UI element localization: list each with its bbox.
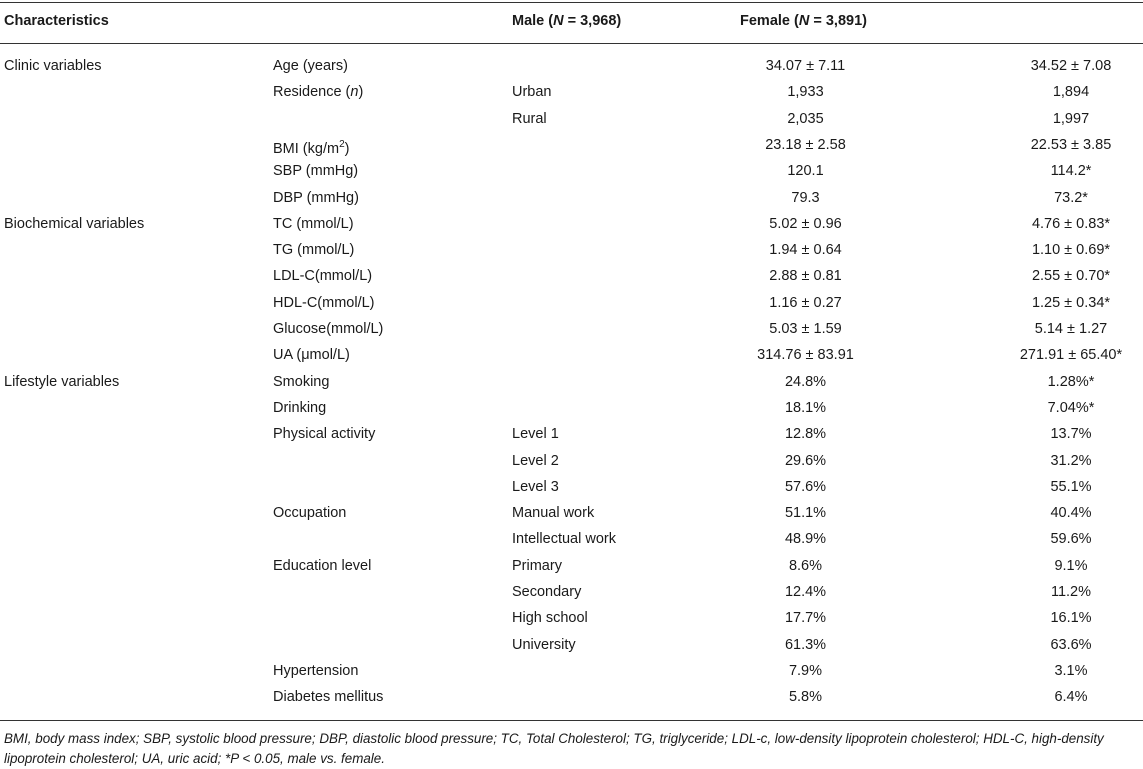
female-value: 271.91 ± 65.40* [1019, 347, 1123, 364]
table-row [0, 500, 1143, 526]
female-value: 73.2* [1054, 189, 1088, 206]
table-row [0, 684, 1143, 710]
variable-label: SBP (mmHg) [273, 163, 359, 180]
subgroup-label: Manual work [512, 505, 595, 522]
table-row [0, 369, 1143, 395]
male-value: 12.8% [784, 426, 827, 443]
male-value: 5.8% [788, 689, 823, 706]
male-value: 23.18 ± 2.58 [765, 136, 846, 153]
male-value: 18.1% [784, 399, 827, 416]
female-value: 55.1% [1050, 478, 1092, 495]
variable-label: UA (μmol/L) [273, 347, 350, 364]
female-value: 4.76 ± 0.83* [1031, 215, 1111, 232]
female-value: 7.04%* [1047, 399, 1095, 416]
variable-label: Drinking [273, 399, 327, 416]
female-value: 22.53 ± 3.85 [1030, 136, 1112, 153]
subgroup-label: University [512, 636, 576, 653]
variable-label: HDL-C(mmol/L) [273, 294, 375, 311]
male-value: 24.8% [784, 373, 827, 390]
table-row [0, 632, 1143, 658]
female-value: 2.55 ± 0.70* [1031, 268, 1111, 285]
male-value: 57.6% [784, 478, 827, 495]
table-row [0, 553, 1143, 579]
table-row [0, 474, 1143, 500]
variable-label: Physical activity [273, 426, 376, 443]
table-row [0, 106, 1143, 132]
subgroup-label: High school [512, 610, 588, 627]
male-value: 1,933 [787, 84, 824, 101]
table-row [0, 290, 1143, 316]
variable-label: Education level [273, 557, 372, 574]
variable-label: Residence (n) [273, 84, 364, 101]
table-row [0, 421, 1143, 447]
male-value: 12.4% [784, 584, 827, 600]
subgroup-label: Rural [512, 110, 547, 127]
subgroup-label: Primary [512, 557, 562, 574]
female-value: 5.14 ± 1.27 [1034, 321, 1108, 337]
female-value: 59.6% [1050, 531, 1092, 548]
table-row [0, 263, 1143, 289]
table-row [0, 185, 1143, 211]
male-value: 314.76 ± 83.91 [757, 347, 854, 364]
table-row [0, 132, 1143, 158]
subgroup-label: Urban [512, 84, 552, 101]
header-female: Female (N = 3,891) [740, 13, 867, 29]
female-value: 13.7% [1050, 426, 1092, 443]
variable-label: TC (mmol/L) [273, 215, 354, 232]
variable-label: Diabetes mellitus [273, 689, 384, 706]
table-top-rule [0, 2, 1143, 3]
header-male: Male (N = 3,968) [512, 13, 622, 29]
male-value: 48.9% [784, 531, 827, 548]
table-row [0, 579, 1143, 605]
male-value: 51.1% [784, 505, 827, 522]
male-value: 7.9% [788, 662, 823, 679]
table-row [0, 316, 1143, 342]
subgroup-label: Intellectual work [512, 531, 616, 548]
female-value: 9.1% [1054, 557, 1088, 574]
header-characteristics: Characteristics [4, 13, 109, 29]
female-value: 11.2% [1050, 584, 1092, 600]
male-value: 120.1 [787, 163, 824, 180]
female-value: 114.2* [1050, 163, 1092, 180]
table-header-rule [0, 43, 1143, 44]
category-label: Lifestyle variables [4, 373, 120, 390]
female-value: 1,894 [1052, 84, 1090, 101]
male-value: 1.16 ± 0.27 [769, 294, 842, 311]
variable-label: LDL-C(mmol/L) [273, 268, 373, 285]
female-value: 6.4% [1054, 689, 1088, 706]
variable-label: Smoking [273, 373, 330, 390]
table-bottom-rule [0, 720, 1143, 721]
female-value: 1.10 ± 0.69* [1031, 242, 1111, 259]
male-value: 29.6% [784, 452, 827, 469]
subgroup-label: Level 1 [512, 426, 559, 443]
male-value: 2.88 ± 0.81 [769, 268, 842, 285]
variable-label: Occupation [273, 505, 347, 522]
table-row [0, 658, 1143, 684]
subgroup-label: Level 3 [512, 478, 559, 495]
male-value: 2,035 [787, 110, 824, 127]
male-value: 79.3 [791, 189, 820, 206]
female-value: 16.1% [1050, 610, 1092, 627]
variable-label: BMI $(kg/m^2)$ [273, 138, 350, 157]
female-value: 1.28%* [1047, 373, 1095, 390]
female-value: 1,997 [1052, 110, 1090, 127]
variable-label: TG (mmol/L) [273, 242, 355, 259]
table-row [0, 211, 1143, 237]
female-value: 40.4% [1050, 505, 1092, 522]
female-value: 34.52 ± 7.08 [1030, 58, 1112, 74]
category-label: Clinic variables [4, 58, 102, 74]
male-value: 61.3% [784, 636, 827, 653]
table-row [0, 237, 1143, 263]
variable-label: Glucose(mmol/L) [273, 321, 384, 337]
subgroup-label: Level 2 [512, 452, 559, 469]
table-row [0, 448, 1143, 474]
subgroup-label: Secondary [512, 584, 582, 600]
female-value: 3.1% [1054, 662, 1088, 679]
table-row [0, 342, 1143, 368]
male-value: 1.94 ± 0.64 [769, 242, 842, 259]
table-row [0, 526, 1143, 552]
category-label: Biochemical variables [4, 215, 145, 232]
variable-label: Age (years) [273, 58, 348, 74]
male-value: 17.7% [784, 610, 827, 627]
table-footnote: BMI, body mass index; SBP, systolic blood pressure; DBP, diastolic blood pressure; TC, Total Cholesterol; TG, triglyceride; LDL-c, low-density lipoprotein cholesterol; HDL-C, high-density lipoprotein cholesterol; UA, uric acid; *P < 0.05, male vs. female. [4, 731, 1104, 766]
male-value: 34.07 ± 7.11 [765, 58, 846, 74]
female-value: 63.6% [1050, 636, 1092, 653]
table-row [0, 53, 1143, 79]
male-value: 5.03 ± 1.59 [769, 321, 842, 337]
male-value: 5.02 ± 0.96 [769, 215, 842, 232]
table-row [0, 605, 1143, 631]
variable-label: Hypertension [273, 662, 359, 679]
male-value: 8.6% [788, 557, 823, 574]
female-value: 1.25 ± 0.34* [1031, 294, 1111, 311]
table-row [0, 79, 1143, 105]
female-value: 31.2% [1050, 452, 1092, 469]
table-row [0, 395, 1143, 421]
variable-label: DBP (mmHg) [273, 189, 359, 206]
table-row [0, 158, 1143, 184]
